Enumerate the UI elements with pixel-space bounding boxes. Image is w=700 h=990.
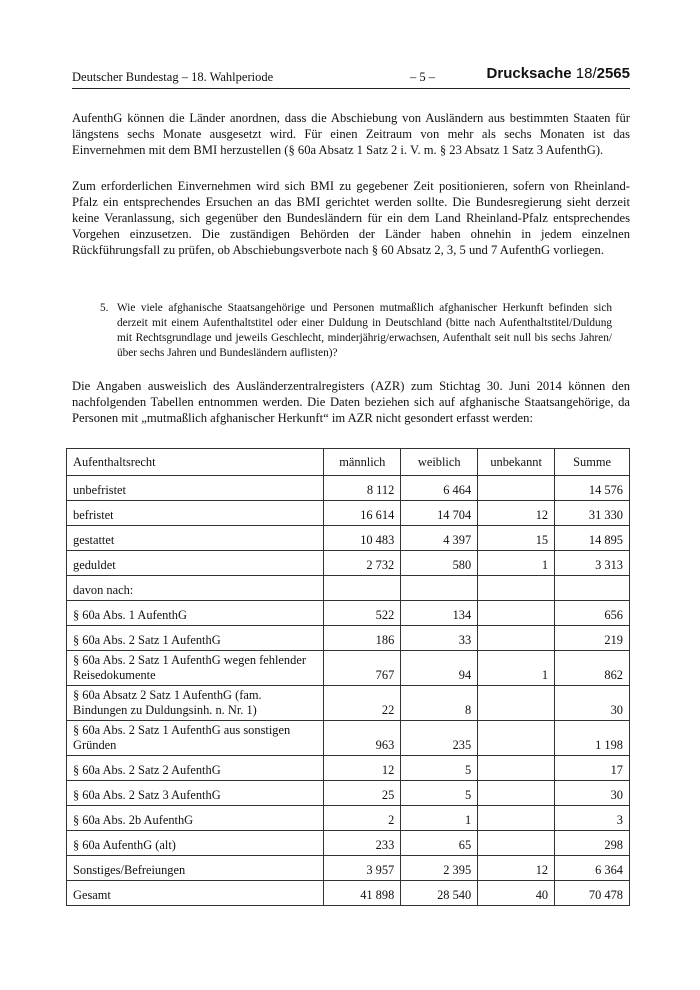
row-label-cell: gestattet (67, 526, 324, 551)
row-label-cell: geduldet (67, 551, 324, 576)
paragraph-1: AufenthG können die Länder anordnen, dass die Abschiebung von Ausländern aus bestimmten Staaten für längstens sechs Monate ausgesetzt wird. Für einen Zeitraum von mehr als sechs Monaten ist das Einvernehmen mit dem BMI herzustellen (§ 60a Absatz 1 Satz 2 i. V. m. § 23 Absatz 1 Satz 3 AufenthG). (72, 111, 630, 157)
table-row (67, 721, 630, 756)
table-row (67, 756, 630, 781)
value-cell: 10 483 (324, 526, 401, 551)
value-cell (478, 721, 555, 756)
row-label-cell: § 60a Absatz 2 Satz 1 AufenthG (fam. Bindungen zu Duldungsinh. n. Nr. 1) (67, 686, 324, 721)
header-cell: männlich (324, 449, 401, 476)
value-cell: 233 (324, 831, 401, 856)
value-cell: 298 (555, 831, 630, 856)
page-header (72, 64, 630, 89)
row-label-cell: § 60a Abs. 2 Satz 1 AufenthG (67, 626, 324, 651)
value-cell: 31 330 (555, 501, 630, 526)
value-cell: 862 (555, 651, 630, 686)
table-row (67, 626, 630, 651)
value-cell: 6 464 (401, 476, 478, 501)
value-cell: 134 (401, 601, 478, 626)
value-cell: 8 112 (324, 476, 401, 501)
page-number: – 5 – (410, 70, 435, 84)
row-label-cell: § 60a Abs. 2 Satz 2 AufenthG (67, 756, 324, 781)
header-cell: weiblich (401, 449, 478, 476)
value-cell: 1 (401, 806, 478, 831)
value-cell: 5 (401, 756, 478, 781)
value-cell: 4 397 (401, 526, 478, 551)
value-cell: 1 (478, 651, 555, 686)
value-cell: 70 478 (555, 881, 630, 906)
table-row (67, 686, 630, 721)
value-cell: 219 (555, 626, 630, 651)
header-cell: Summe (555, 449, 630, 476)
row-label-cell: befristet (67, 501, 324, 526)
document-label: Drucksache (486, 65, 572, 82)
question-block (100, 301, 612, 361)
row-label-cell: unbefristet (67, 476, 324, 501)
value-cell: 3 (555, 806, 630, 831)
value-cell (555, 576, 630, 601)
row-label-cell: Gesamt (67, 881, 324, 906)
value-cell: 22 (324, 686, 401, 721)
value-cell: 2 732 (324, 551, 401, 576)
table-header-row (67, 449, 630, 476)
row-label-cell: § 60a AufenthG (alt) (67, 831, 324, 856)
value-cell (478, 626, 555, 651)
row-label-cell: Sonstiges/Befreiungen (67, 856, 324, 881)
value-cell (478, 756, 555, 781)
value-cell: 41 898 (324, 881, 401, 906)
value-cell: 1 (478, 551, 555, 576)
row-label-cell: § 60a Abs. 2 Satz 1 AufenthG wegen fehlender Reisedokumente (67, 651, 324, 686)
table-row (67, 856, 630, 881)
table-row (67, 526, 630, 551)
value-cell: 65 (401, 831, 478, 856)
table-row (67, 501, 630, 526)
question-text: Wie viele afghanische Staatsangehörige und Personen mutmaßlich afghanischer Herkunft befinden sich derzeit mit einem Aufenthaltstitel oder einer Duldung in Deutschland (bitte nach Aufenthaltstitel/Duldung mit Rechtsgrundlage und jeweils Geschlecht, minderjährig/erwachsen, Aufenthalt seit null bis sechs Jahren/über sechs Jahren und Bundesländern auflisten)? (117, 302, 612, 359)
value-cell: 12 (478, 501, 555, 526)
value-cell (324, 576, 401, 601)
document-id-prefix: 18/ (575, 65, 597, 82)
value-cell: 3 313 (555, 551, 630, 576)
value-cell: 1 198 (555, 721, 630, 756)
value-cell: 30 (555, 686, 630, 721)
value-cell: 12 (478, 856, 555, 881)
paragraph-3: Die Angaben ausweislich des Ausländerzentralregisters (AZR) zum Stichtag 30. Juni 2014 können den nachfolgenden Tabellen entnommen werden. Die Daten beziehen sich auf afghanische Staatsangehörige, da Personen mit „mutmaßlich afghanischer Herkunft“ im AZR nicht gesondert erfasst werden: (72, 379, 630, 425)
value-cell: 16 614 (324, 501, 401, 526)
value-cell: 15 (478, 526, 555, 551)
value-cell: 235 (401, 721, 478, 756)
value-cell: 186 (324, 626, 401, 651)
row-label-cell: § 60a Abs. 1 AufenthG (67, 601, 324, 626)
value-cell (478, 831, 555, 856)
table-row (67, 651, 630, 686)
value-cell (478, 576, 555, 601)
value-cell: 3 957 (324, 856, 401, 881)
value-cell: 14 704 (401, 501, 478, 526)
value-cell: 6 364 (555, 856, 630, 881)
table-row (67, 601, 630, 626)
row-label-cell: davon nach: (67, 576, 324, 601)
header-parliament: Deutscher Bundestag – 18. Wahlperiode (72, 70, 274, 84)
paragraph-2: Zum erforderlichen Einvernehmen wird sich BMI zu gegebener Zeit positionieren, sofern von Rheinland-Pfalz ein entsprechendes Ersuchen an das BMI gerichtet werden sollte. Die Bundesregierung sieht derzeit keine Veranlassung, sich gegenüber den Bundesländern für ein dem Land Rheinland-Pfalz entsprechendes Vorgehen einzusetzen. Die zuständigen Behörden der Länder haben ohnehin in jedem einzelnen Rückführungsfall zu prüfen, ob Abschiebungsverbote nach § 60 Absatz 2, 3, 5 und 7 AufenthG vorliegen. (72, 179, 630, 257)
table-row (67, 831, 630, 856)
value-cell: 14 895 (555, 526, 630, 551)
value-cell (478, 601, 555, 626)
value-cell: 5 (401, 781, 478, 806)
table-body (67, 449, 630, 906)
value-cell: 656 (555, 601, 630, 626)
value-cell: 14 576 (555, 476, 630, 501)
table-row (67, 476, 630, 501)
table-row (67, 781, 630, 806)
value-cell: 2 395 (401, 856, 478, 881)
value-cell: 25 (324, 781, 401, 806)
value-cell: 522 (324, 601, 401, 626)
header-cell: unbekannt (478, 449, 555, 476)
question-number: 5. (100, 302, 109, 314)
value-cell: 17 (555, 756, 630, 781)
row-label-cell: § 60a Abs. 2b AufenthG (67, 806, 324, 831)
table-row (67, 881, 630, 906)
value-cell: 963 (324, 721, 401, 756)
value-cell: 12 (324, 756, 401, 781)
value-cell: 40 (478, 881, 555, 906)
value-cell: 767 (324, 651, 401, 686)
document-number (487, 65, 630, 82)
row-label-cell: § 60a Abs. 2 Satz 1 AufenthG aus sonstigen Gründen (67, 721, 324, 756)
value-cell (478, 781, 555, 806)
value-cell (478, 806, 555, 831)
value-cell (401, 576, 478, 601)
value-cell: 30 (555, 781, 630, 806)
header-cell: Aufenthaltsrecht (67, 449, 324, 476)
document-id-number: 2565 (596, 65, 630, 82)
value-cell: 8 (401, 686, 478, 721)
value-cell (478, 476, 555, 501)
value-cell: 2 (324, 806, 401, 831)
value-cell: 33 (401, 626, 478, 651)
value-cell: 28 540 (401, 881, 478, 906)
document-id (576, 65, 630, 82)
value-cell (478, 686, 555, 721)
value-cell: 580 (401, 551, 478, 576)
row-label-cell: § 60a Abs. 2 Satz 3 AufenthG (67, 781, 324, 806)
table-row (67, 551, 630, 576)
residence-statistics-table (66, 448, 630, 906)
value-cell: 94 (401, 651, 478, 686)
table-row (67, 576, 630, 601)
table-row (67, 806, 630, 831)
